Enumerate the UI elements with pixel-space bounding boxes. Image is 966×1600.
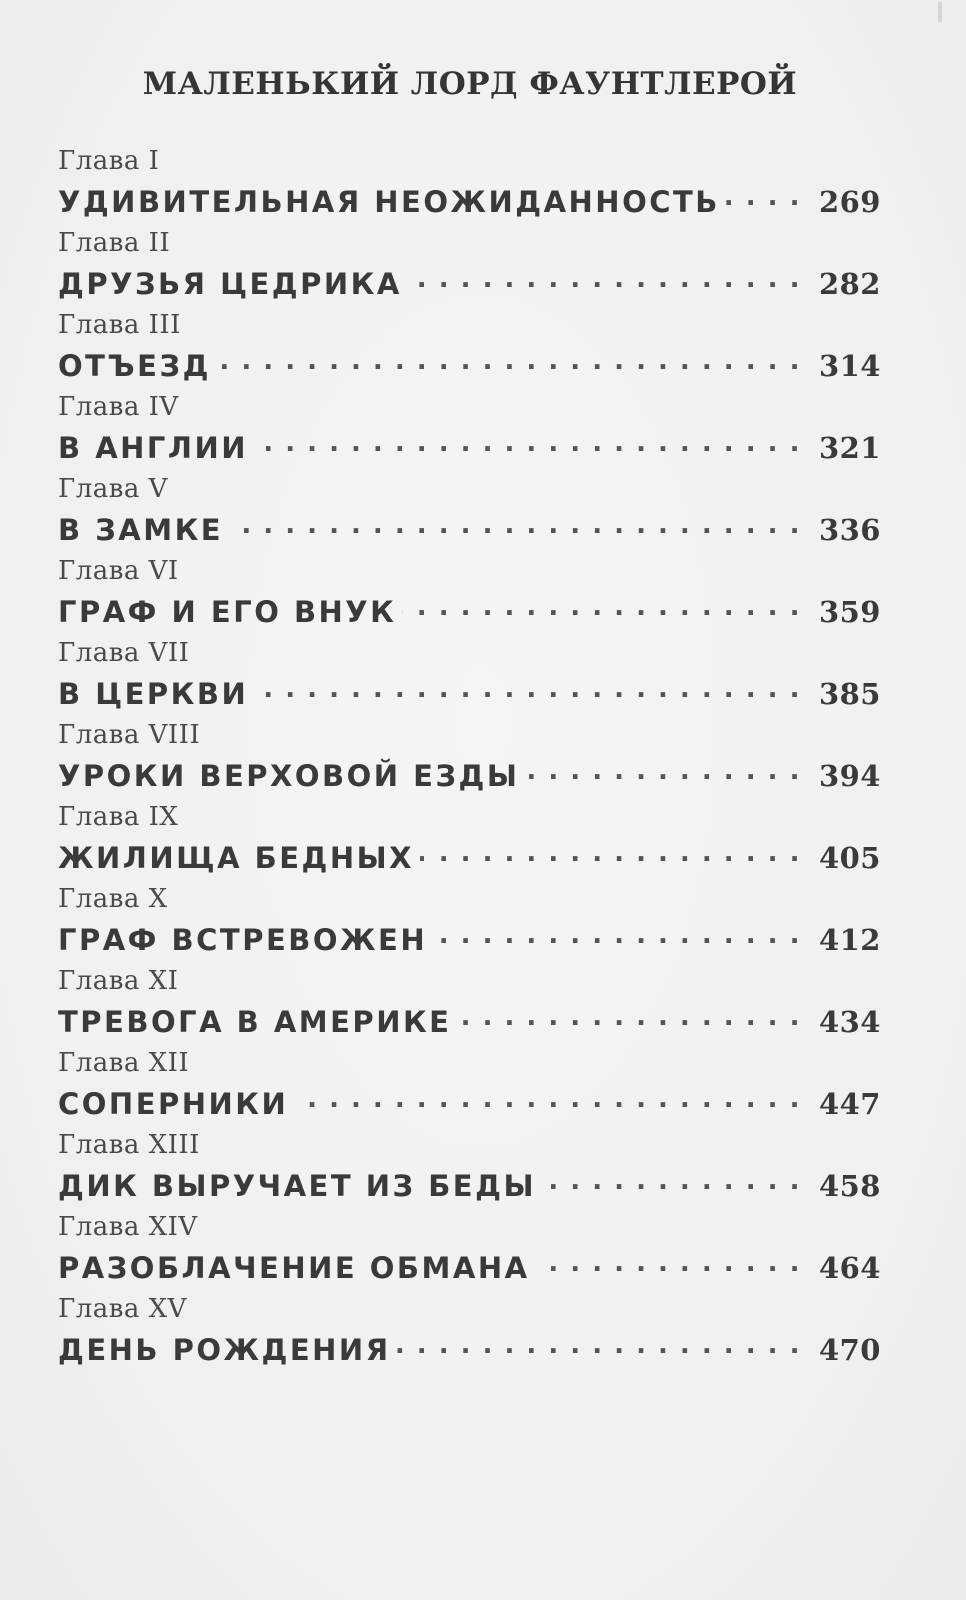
chapter-line bbox=[58, 674, 881, 711]
page-number: 405 bbox=[818, 841, 881, 875]
page-number: 321 bbox=[818, 431, 881, 465]
dot-leader bbox=[294, 1084, 801, 1114]
chapter-title: ОТЪЕЗД bbox=[58, 349, 211, 383]
page-number: 385 bbox=[818, 677, 881, 711]
toc-entry bbox=[58, 1294, 881, 1376]
toc-entry bbox=[58, 1048, 881, 1130]
page-edge-mark bbox=[938, 2, 942, 22]
chapter-label: Глава IX bbox=[58, 802, 179, 832]
page-number: 470 bbox=[818, 1333, 881, 1367]
table-of-contents bbox=[58, 146, 881, 1376]
page-number: 412 bbox=[818, 923, 881, 957]
chapter-line bbox=[58, 1002, 881, 1039]
chapter-title: В ЦЕРКВИ bbox=[58, 677, 249, 711]
page-number: 282 bbox=[818, 267, 881, 301]
page-number: 458 bbox=[818, 1169, 881, 1203]
page-number: 314 bbox=[818, 349, 881, 383]
chapter-line bbox=[58, 1084, 881, 1121]
page-number: 434 bbox=[818, 1005, 881, 1039]
chapter-line bbox=[58, 346, 881, 383]
dot-leader bbox=[397, 1330, 801, 1360]
dot-leader bbox=[525, 756, 801, 786]
chapter-label: Глава XI bbox=[58, 966, 179, 996]
chapter-label: Глава XV bbox=[58, 1294, 187, 1324]
chapter-line bbox=[58, 920, 881, 957]
chapter-line bbox=[58, 1330, 881, 1367]
chapter-label: Глава I bbox=[58, 146, 160, 176]
dot-leader bbox=[254, 674, 801, 704]
chapter-line bbox=[58, 592, 881, 629]
toc-entry bbox=[58, 720, 881, 802]
chapter-title: УРОКИ ВЕРХОВОЙ ЕЗДЫ bbox=[58, 759, 520, 793]
dot-leader bbox=[254, 428, 801, 458]
chapter-label: Глава XIV bbox=[58, 1212, 198, 1242]
dot-leader bbox=[536, 1248, 801, 1278]
dot-leader bbox=[726, 182, 801, 212]
toc-entry bbox=[58, 966, 881, 1048]
dot-leader bbox=[542, 1166, 801, 1196]
chapter-label: Глава VIII bbox=[58, 720, 201, 750]
chapter-label: Глава X bbox=[58, 884, 168, 914]
chapter-label: Глава IV bbox=[58, 392, 179, 422]
chapter-line bbox=[58, 510, 881, 547]
chapter-line bbox=[58, 428, 881, 465]
dot-leader bbox=[217, 346, 801, 376]
chapter-label: Глава XIII bbox=[58, 1130, 200, 1160]
chapter-line bbox=[58, 264, 881, 301]
chapter-label: Глава VI bbox=[58, 556, 179, 586]
chapter-label: Глава II bbox=[58, 228, 171, 258]
toc-entry bbox=[58, 310, 881, 392]
chapter-line bbox=[58, 838, 881, 875]
toc-entry bbox=[58, 884, 881, 966]
chapter-line bbox=[58, 1166, 881, 1203]
dot-leader bbox=[408, 264, 801, 294]
chapter-title: В ЗАМКЕ bbox=[58, 513, 224, 547]
chapter-line bbox=[58, 756, 881, 793]
chapter-title: РАЗОБЛАЧЕНИЕ ОБМАНА bbox=[58, 1251, 530, 1285]
toc-entry bbox=[58, 1212, 881, 1294]
toc-entry bbox=[58, 474, 881, 556]
toc-entry bbox=[58, 146, 881, 228]
toc-entry bbox=[58, 1130, 881, 1212]
toc-entry bbox=[58, 802, 881, 884]
chapter-title: ТРЕВОГА В АМЕРИКЕ bbox=[58, 1005, 452, 1039]
chapter-title: ДЕНЬ РОЖДЕНИЯ bbox=[58, 1333, 391, 1367]
chapter-title: СОПЕРНИКИ bbox=[58, 1087, 289, 1121]
chapter-line bbox=[58, 182, 881, 219]
chapter-title: УДИВИТЕЛЬНАЯ НЕОЖИДАННОСТЬ bbox=[58, 185, 720, 219]
toc-entry bbox=[58, 556, 881, 638]
page-number: 447 bbox=[818, 1087, 881, 1121]
chapter-title: ДИК ВЫРУЧАЕТ ИЗ БЕДЫ bbox=[58, 1169, 536, 1203]
chapter-title: ГРАФ ВСТРЕВОЖЕН bbox=[58, 923, 428, 957]
dot-leader bbox=[229, 510, 801, 540]
dot-leader bbox=[457, 1002, 800, 1032]
toc-entry bbox=[58, 228, 881, 310]
chapter-label: Глава V bbox=[58, 474, 168, 504]
chapter-line bbox=[58, 1248, 881, 1285]
chapter-title: ГРАФ И ЕГО ВНУК bbox=[58, 595, 397, 629]
chapter-title: ЖИЛИЩА БЕДНЫХ bbox=[58, 841, 415, 875]
chapter-title: ДРУЗЬЯ ЦЕДРИКА bbox=[58, 267, 402, 301]
page-number: 336 bbox=[818, 513, 881, 547]
chapter-label: Глава XII bbox=[58, 1048, 190, 1078]
chapter-label: Глава III bbox=[58, 310, 181, 340]
dot-leader bbox=[420, 838, 801, 868]
toc-entry bbox=[58, 638, 881, 720]
chapter-title: В АНГЛИИ bbox=[58, 431, 249, 465]
toc-entry bbox=[58, 392, 881, 474]
dot-leader bbox=[402, 592, 801, 622]
page-number: 464 bbox=[818, 1251, 881, 1285]
toc-title: МАЛЕНЬКИЙ ЛОРД ФАУНТЛЕРОЙ bbox=[142, 66, 798, 102]
page-number: 394 bbox=[818, 759, 881, 793]
page-number: 269 bbox=[818, 185, 881, 219]
page-number: 359 bbox=[818, 595, 881, 629]
chapter-label: Глава VII bbox=[58, 638, 190, 668]
dot-leader bbox=[433, 920, 801, 950]
